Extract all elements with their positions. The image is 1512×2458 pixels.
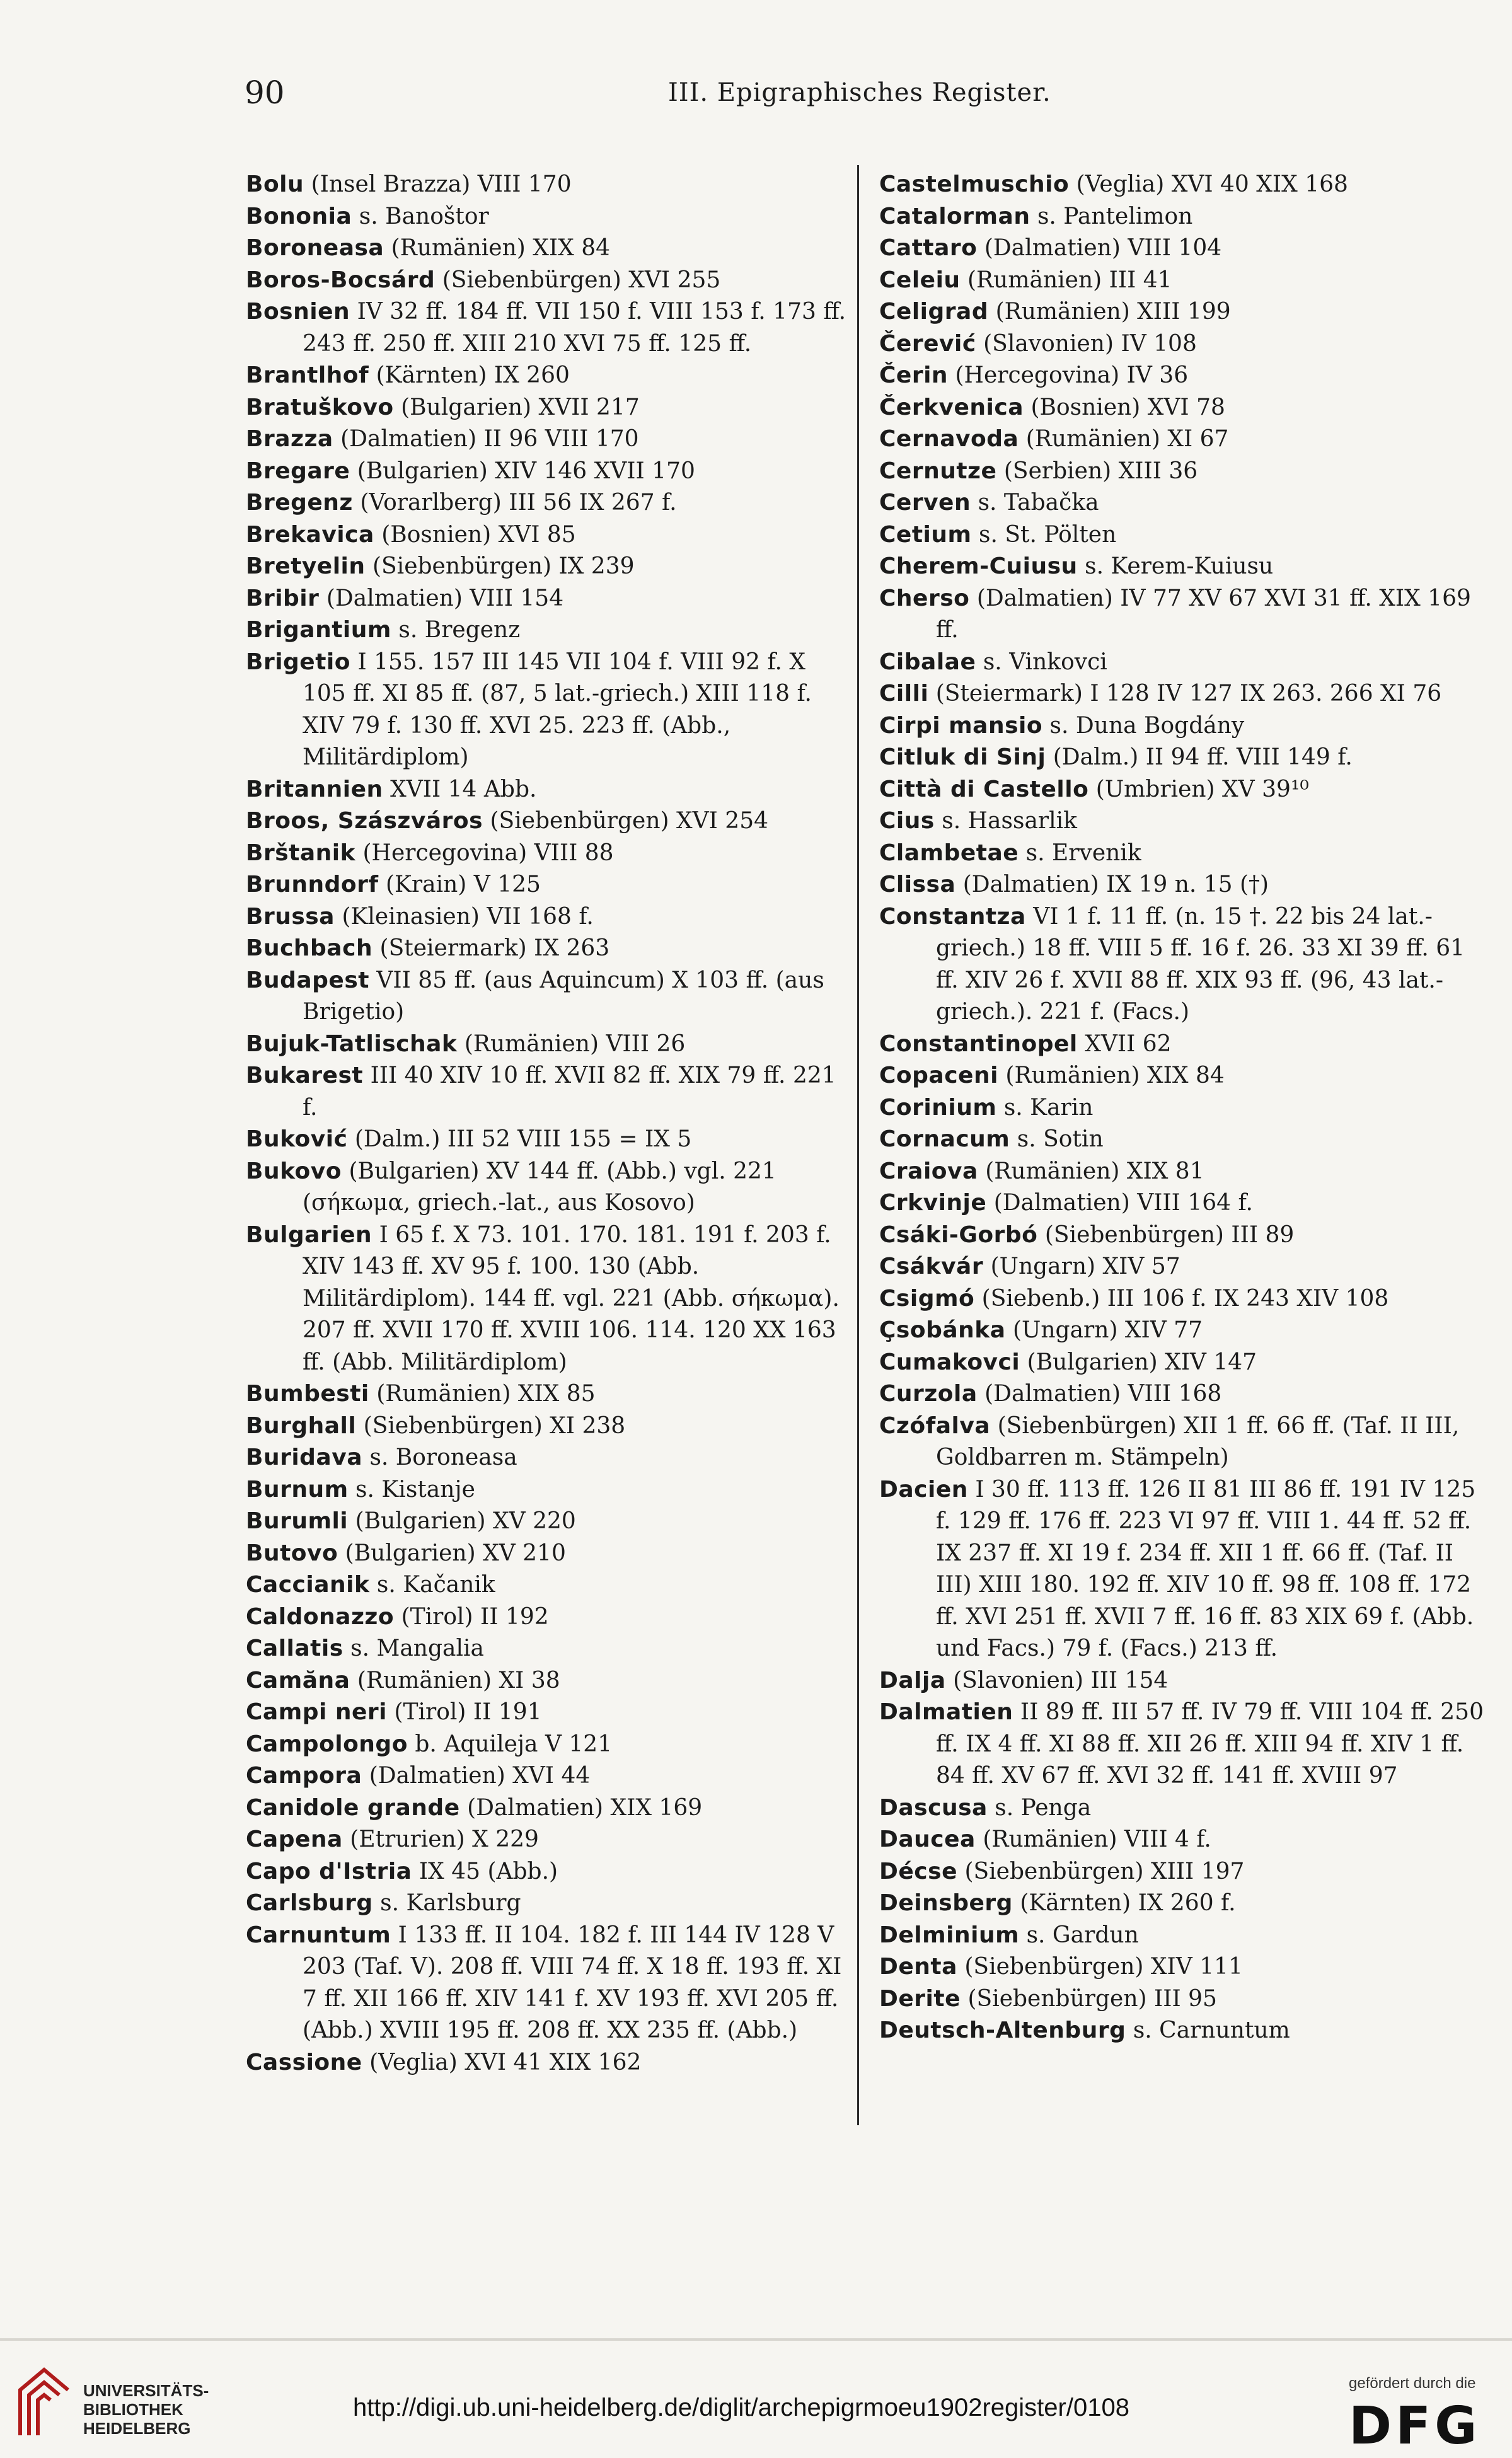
entry-headword: Brigetio	[246, 649, 350, 675]
entry-headword: Brantlhof	[246, 362, 369, 388]
register-entry	[246, 933, 851, 965]
entry-headword: Bratuškovo	[246, 394, 394, 420]
register-entry	[246, 869, 851, 901]
entry-references: (Siebenbürgen) IX 239	[372, 553, 635, 579]
entry-references: (Siebenbürgen) XIV 111	[964, 1954, 1243, 1980]
entry-headword: Crkvinje	[879, 1190, 987, 1216]
entry-headword: Capena	[246, 1826, 343, 1852]
entry-headword: Čerkvenica	[879, 394, 1024, 420]
library-name	[83, 2381, 209, 2438]
register-entry	[879, 328, 1484, 361]
entry-headword: Corinium	[879, 1094, 997, 1121]
entry-references: (Dalmatien) IV 77 XV 67 XVI 31 ff. XIX 169 ff.	[936, 585, 1471, 643]
register-entry	[246, 1220, 851, 1379]
entry-headword: Cernutze	[879, 458, 997, 484]
register-entry	[246, 424, 851, 456]
entry-headword: Budapest	[246, 967, 369, 993]
entry-references: (Bulgarien) XIV 147	[1027, 1349, 1257, 1375]
entry-headword: Bujuk-Tatlischak	[246, 1030, 458, 1057]
permalink-url[interactable]: http://digi.ub.uni-heidelberg.de/diglit/archepigrmoeu1902register/0108	[353, 2394, 1129, 2421]
entry-headword: Catalorman	[879, 203, 1030, 229]
entry-headword: Campi neri	[246, 1699, 388, 1725]
entry-headword: Clissa	[879, 872, 956, 897]
entry-headword: Brštanik	[246, 840, 356, 866]
entry-references: s. Kistanje	[355, 1476, 475, 1503]
entry-references: s. Sotin	[1017, 1126, 1104, 1152]
entry-references: (Slavonien) III 154	[953, 1667, 1169, 1693]
entry-references: (Dalmatien) II 96 VIII 170	[340, 426, 639, 452]
register-entry	[879, 2015, 1484, 2047]
entry-headword: Brunndorf	[246, 872, 379, 897]
register-entry	[879, 1187, 1484, 1220]
entry-references: (Rumänien) XI 38	[357, 1667, 560, 1693]
register-entry	[879, 1951, 1484, 1983]
register-entry	[879, 901, 1484, 1029]
entry-headword: Campolongo	[246, 1731, 408, 1757]
entry-headword: Brazza	[246, 426, 333, 452]
entry-references: s. Kerem-Kuiusu	[1085, 553, 1274, 579]
register-entry	[879, 519, 1484, 551]
register-entry	[246, 1442, 851, 1474]
register-entry	[879, 838, 1484, 870]
entry-references: (Dalmatien) VIII 154	[326, 585, 564, 611]
register-entry	[246, 583, 851, 615]
entry-references: (Kleinasien) VII 168 f.	[342, 903, 594, 930]
entry-references: (Hercegovina) VIII 88	[362, 840, 614, 866]
register-entry	[246, 805, 851, 838]
register-entry	[879, 1665, 1484, 1697]
entry-references: (Bulgarien) XVII 217	[401, 394, 640, 420]
register-entry	[246, 1060, 851, 1124]
register-entry	[246, 1888, 851, 1920]
register-entry	[246, 1824, 851, 1856]
entry-headword: Cornacum	[879, 1126, 1010, 1152]
register-entry	[246, 1792, 851, 1825]
entry-headword: Burnum	[246, 1476, 349, 1503]
entry-headword: Csákvár	[879, 1254, 984, 1279]
register-entry	[246, 487, 851, 519]
entry-references: (Dalmatien) XIX 169	[467, 1794, 703, 1821]
entry-references: XVII 62	[1085, 1030, 1172, 1057]
entry-references: s. Boroneasa	[369, 1445, 517, 1470]
register-entry	[879, 1411, 1484, 1474]
register-entry	[879, 1092, 1484, 1124]
entry-headword: Cattaro	[879, 235, 978, 261]
register-entry	[879, 1983, 1484, 2016]
entry-references: (Siebenb.) III 106 f. IX 243 XIV 108	[981, 1285, 1389, 1312]
register-entry	[246, 519, 851, 551]
register-entry	[879, 1474, 1484, 1665]
entry-headword: Bregenz	[246, 490, 353, 516]
register-entry	[246, 233, 851, 265]
entry-headword: Constantinopel	[879, 1030, 1078, 1057]
entry-references: (Rumänien) VIII 4 f.	[983, 1826, 1211, 1852]
entry-headword: Cirpi mansio	[879, 712, 1043, 739]
entry-headword: Cherso	[879, 585, 970, 611]
entry-headword: Castelmuschio	[879, 171, 1070, 197]
entry-headword: Caldonazzo	[246, 1603, 395, 1630]
register-entry	[879, 456, 1484, 488]
entry-references: (Dalmatien) VIII 164 f.	[993, 1190, 1253, 1216]
entry-references: s. Tabačka	[978, 490, 1099, 516]
entry-headword: Çsobánka	[879, 1317, 1006, 1343]
entry-headword: Carlsburg	[246, 1890, 373, 1916]
entry-references: (Siebenbürgen) III 89	[1044, 1221, 1295, 1248]
column-divider	[857, 165, 859, 2125]
entry-headword: Čerević	[879, 330, 976, 357]
register-entry	[246, 1569, 851, 1601]
entry-references: IX 45 (Abb.)	[418, 1858, 558, 1884]
register-entry	[246, 392, 851, 424]
register-column-left	[246, 169, 851, 2079]
entry-references: (Ungarn) XIV 57	[990, 1254, 1180, 1279]
entry-headword: Camăna	[246, 1667, 350, 1693]
entry-references: s. Karin	[1003, 1094, 1094, 1121]
library-name-line: BIBLIOTHEK	[83, 2400, 183, 2419]
entry-references: (Bulgarien) XIV 146 XVII 170	[357, 458, 695, 484]
entry-headword: Bukarest	[246, 1063, 364, 1088]
entry-headword: Callatis	[246, 1636, 343, 1661]
entry-headword: Csigmó	[879, 1285, 975, 1312]
entry-headword: Curzola	[879, 1381, 978, 1407]
entry-headword: Burghall	[246, 1412, 357, 1439]
entry-references: s. Karlsburg	[380, 1890, 521, 1916]
entry-headword: Craiova	[879, 1158, 978, 1184]
entry-headword: Csáki-Gorbó	[879, 1221, 1038, 1248]
entry-references: (Steiermark) IX 263	[379, 935, 610, 961]
register-entry	[246, 1506, 851, 1538]
register-entry	[879, 169, 1484, 201]
entry-headword: Cibalae	[879, 649, 976, 675]
register-entry	[879, 583, 1484, 647]
entry-headword: Bosnien	[246, 299, 350, 325]
footer-rule	[0, 2338, 1512, 2341]
register-entry	[246, 1729, 851, 1761]
entry-references: s. Vinkovci	[983, 649, 1107, 675]
entry-headword: Denta	[879, 1954, 957, 1980]
entry-headword: Deinsberg	[879, 1890, 1013, 1916]
register-entry	[879, 1920, 1484, 1952]
register-entry	[246, 1029, 851, 1061]
entry-headword: Boroneasa	[246, 235, 384, 261]
entry-headword: Carnuntum	[246, 1922, 391, 1948]
register-entry	[246, 1856, 851, 1888]
entry-headword: Cumakovci	[879, 1349, 1020, 1375]
entry-headword: Bukovo	[246, 1158, 342, 1184]
entry-headword: Celigrad	[879, 299, 989, 325]
entry-references: (Serbien) XIII 36	[1003, 458, 1198, 484]
entry-references: (Veglia) XVI 41 XIX 162	[369, 2049, 642, 2075]
entry-references: IV 32 ff. 184 ff. VII 150 f. VIII 153 f. 173 ff. 243 ff. 250 ff. XIII 210 XVI 75 ff. 125 ff.	[303, 299, 846, 357]
register-entry	[879, 551, 1484, 583]
register-entry	[246, 774, 851, 806]
entry-references: s. Mangalia	[350, 1636, 484, 1661]
entry-headword: Cherem-Cuiusu	[879, 553, 1078, 579]
entry-headword: Deutsch-Altenburg	[879, 2017, 1126, 2043]
register-entry	[879, 1283, 1484, 1315]
entry-references: s. St. Pölten	[978, 521, 1117, 548]
entry-references: (Dalmatien) VIII 104	[984, 235, 1222, 261]
entry-headword: Buchbach	[246, 935, 373, 961]
entry-headword: Clambetae	[879, 840, 1019, 866]
register-entry	[879, 1220, 1484, 1252]
register-entry	[879, 1347, 1484, 1379]
entry-references: (Bulgarien) XV 144 ff. (Abb.) vgl. 221 (σήκωμα, griech.-lat., aus Kosovo)	[303, 1158, 776, 1216]
running-title: III. Epigraphisches Register.	[668, 78, 1051, 107]
entry-headword: Dalja	[879, 1667, 946, 1693]
entry-headword: Dalmatien	[879, 1699, 1013, 1725]
entry-references: s. Penga	[995, 1794, 1092, 1821]
register-entry	[879, 1156, 1484, 1188]
register-entry	[879, 805, 1484, 838]
register-column-right	[879, 169, 1484, 2047]
page-number: 90	[245, 74, 285, 111]
register-entry	[246, 201, 851, 233]
entry-references: s. Bregenz	[398, 617, 521, 643]
register-entry	[246, 614, 851, 647]
register-entry	[879, 1856, 1484, 1888]
entry-references: (Kärnten) IX 260	[376, 362, 570, 388]
entry-headword: Derite	[879, 1985, 961, 2012]
register-entry	[879, 869, 1484, 901]
entry-headword: Cassione	[246, 2049, 362, 2075]
register-entry	[879, 233, 1484, 265]
entry-headword: Cernavoda	[879, 426, 1019, 452]
entry-headword: Bumbesti	[246, 1381, 369, 1407]
entry-references: (Siebenbürgen) III 95	[967, 1985, 1217, 2012]
register-entry	[246, 1665, 851, 1697]
register-entry	[246, 965, 851, 1029]
entry-references: I 30 ff. 113 ff. 126 II 81 III 86 ff. 191 IV 125 f. 129 ff. 176 ff. 223 VI 97 ff. VIII 1. 44 ff. 52 ff. IX 237 ff. XI 19 f. 234 ff. XII 1 ff. 66 ff. (Taf. II III) XIII 180. 192 ff. XIV 10 ff. 98 ff. 108 ff. 172 ff. XVI 251 ff. XVII 7 ff. 16 ff. 83 XIX 69 f. (Abb. und Facs.) 79 f. (Facs.) 213 ff.	[936, 1476, 1476, 1661]
entry-headword: Cius	[879, 808, 935, 834]
register-entry	[246, 647, 851, 774]
entry-headword: Britannien	[246, 776, 383, 802]
entry-references: I 65 f. X 73. 101. 170. 181. 191 f. 203 f. XIV 143 ff. XV 95 f. 100. 130 (Abb. Militärdiplom). 144 ff. vgl. 221 (Abb. σήκωμα). 207 ff. XVII 170 ff. XVIII 106. 114. 120 XX 163 ff. (Abb. Militärdiplom)	[303, 1221, 840, 1375]
entry-references: s. Pantelimon	[1037, 203, 1193, 229]
register-entry	[246, 551, 851, 583]
entry-headword: Broos, Szászváros	[246, 808, 483, 834]
entry-headword: Campora	[246, 1763, 362, 1789]
entry-references: (Tirol) II 191	[394, 1699, 542, 1725]
entry-headword: Cilli	[879, 681, 929, 707]
register-entry	[879, 424, 1484, 456]
entry-references: II 89 ff. III 57 ff. IV 79 ff. VIII 104 ff. 250 ff. IX 4 ff. XI 88 ff. XII 26 ff. XIII 94 ff. XIV 1 ff. 84 ff. XV 67 ff. XVI 32 ff. 141 ff. XVIII 97	[936, 1699, 1484, 1789]
register-entry	[246, 901, 851, 933]
entry-headword: Caccianik	[246, 1572, 370, 1598]
entry-headword: Celeiu	[879, 267, 961, 293]
entry-headword: Buridava	[246, 1445, 362, 1470]
entry-references: (Rumänien) XIX 84	[1005, 1063, 1225, 1088]
register-entry	[246, 1411, 851, 1443]
entry-references: s. Hassarlik	[942, 808, 1077, 834]
entry-headword: Brigantium	[246, 617, 391, 643]
entry-references: (Etrurien) X 229	[350, 1826, 539, 1852]
register-entry	[246, 838, 851, 870]
entry-headword: Cerven	[879, 490, 971, 516]
register-entry	[246, 360, 851, 392]
entry-references: (Rumänien) XIII 199	[995, 299, 1231, 325]
entry-headword: Bolu	[246, 171, 304, 197]
register-entry	[879, 296, 1484, 328]
library-name-line: UNIVERSITÄTS-	[83, 2381, 209, 2400]
register-entry	[879, 1888, 1484, 1920]
entry-headword: Bulgarien	[246, 1221, 372, 1248]
entry-references: (Insel Brazza) VIII 170	[311, 171, 572, 197]
register-entry	[879, 1824, 1484, 1856]
entry-references: (Siebenbürgen) XVI 254	[490, 808, 769, 834]
entry-references: s. Carnuntum	[1133, 2017, 1290, 2043]
register-entry	[246, 1920, 851, 2047]
entry-headword: Brekavica	[246, 521, 374, 548]
register-entry	[879, 201, 1484, 233]
library-name-line: HEIDELBERG	[83, 2419, 191, 2438]
digitization-footer	[0, 2338, 1512, 2458]
register-entry	[879, 1029, 1484, 1061]
register-entry	[246, 2047, 851, 2079]
register-entry	[879, 1315, 1484, 1347]
dfg-logo: DFG	[1349, 2396, 1481, 2456]
entry-headword: Copaceni	[879, 1063, 998, 1088]
entry-headword: Constantza	[879, 903, 1026, 930]
entry-references: (Bulgarien) XV 220	[355, 1508, 576, 1534]
funding-note: gefördert durch die	[1349, 2375, 1476, 2392]
entry-references: (Rumänien) VIII 26	[464, 1030, 686, 1057]
entry-headword: Čerin	[879, 362, 949, 388]
entry-references: s. Duna Bogdány	[1049, 712, 1245, 739]
entry-references: (Ungarn) XIV 77	[1012, 1317, 1203, 1343]
entry-references: (Siebenbürgen) XVI 255	[442, 267, 721, 293]
entry-references: (Tirol) II 192	[401, 1603, 549, 1630]
register-entry	[879, 1124, 1484, 1156]
entry-references: (Umbrien) XV 39¹⁰	[1095, 776, 1309, 802]
entry-references: s. Gardun	[1026, 1922, 1139, 1948]
entry-references: s. Banoštor	[359, 203, 489, 229]
entry-headword: Bononia	[246, 203, 352, 229]
entry-references: (Dalm.) III 52 VIII 155 = IX 5	[354, 1126, 692, 1152]
entry-headword: Capo d'Istria	[246, 1858, 412, 1884]
entry-references: (Bosnien) XVI 85	[381, 521, 576, 548]
entry-references: (Rumänien) XIX 84	[391, 235, 611, 261]
entry-references: (Slavonien) IV 108	[983, 330, 1197, 357]
register-entry	[879, 1378, 1484, 1411]
entry-references: (Dalmatien) VIII 168	[984, 1381, 1222, 1407]
entry-references: (Dalmatien) XVI 44	[369, 1763, 591, 1789]
entry-references: (Rumänien) III 41	[967, 267, 1172, 293]
entry-headword: Bregare	[246, 458, 350, 484]
register-entry	[879, 1792, 1484, 1825]
entry-references: (Dalm.) II 94 ff. VIII 149 f.	[1053, 744, 1353, 770]
register-entry	[246, 1124, 851, 1156]
entry-headword: Delminium	[879, 1922, 1020, 1948]
entry-headword: Dacien	[879, 1476, 968, 1503]
register-entry	[246, 1156, 851, 1220]
entry-headword: Bribir	[246, 585, 320, 611]
register-entry	[879, 392, 1484, 424]
entry-headword: Czófalva	[879, 1412, 991, 1439]
register-entry	[246, 265, 851, 297]
register-entry	[879, 774, 1484, 806]
entry-references: (Dalmatien) IX 19 n. 15 (†)	[962, 872, 1269, 897]
register-entry	[246, 296, 851, 360]
register-entry	[879, 1697, 1484, 1792]
entry-headword: Citluk di Sinj	[879, 744, 1046, 770]
register-entry	[246, 1760, 851, 1792]
entry-references: (Krain) V 125	[385, 872, 541, 897]
register-entry	[246, 1538, 851, 1570]
entry-references: (Bosnien) XVI 78	[1030, 394, 1225, 420]
register-entry	[246, 1474, 851, 1506]
entry-references: VI 1 f. 11 ff. (n. 15 †. 22 bis 24 lat.-griech.) 18 ff. VIII 5 ff. 16 f. 26. 33 XI 39 ff. 61 ff. XIV 26 f. XVII 88 ff. XIX 93 ff. (96, 43 lat.-griech.). 221 f. (Facs.)	[936, 903, 1465, 1025]
entry-references: s. Kačanik	[376, 1572, 495, 1598]
entry-headword: Daucea	[879, 1826, 976, 1852]
entry-headword: Boros-Bocsárd	[246, 267, 436, 293]
entry-headword: Burumli	[246, 1508, 349, 1534]
entry-references: (Kärnten) IX 260 f.	[1020, 1890, 1236, 1916]
entry-references: (Siebenbürgen) XI 238	[363, 1412, 626, 1439]
entry-references: VII 85 ff. (aus Aquincum) X 103 ff. (aus Brigetio)	[303, 967, 824, 1025]
entry-references: (Hercegovina) IV 36	[955, 362, 1189, 388]
register-entry	[246, 1378, 851, 1411]
entry-headword: Città di Castello	[879, 776, 1089, 802]
entry-references: III 40 XIV 10 ff. XVII 82 ff. XIX 79 ff. 221 f.	[303, 1063, 836, 1121]
register-entry	[879, 678, 1484, 710]
entry-references: (Siebenbürgen) XII 1 ff. 66 ff. (Taf. II III, Goldbarren m. Stämpeln)	[936, 1412, 1460, 1470]
entry-headword: Cetium	[879, 521, 972, 548]
library-logo-icon	[14, 2365, 74, 2440]
entry-headword: Brussa	[246, 903, 335, 930]
entry-references: XVII 14 Abb.	[390, 776, 537, 802]
register-entry	[879, 265, 1484, 297]
register-entry	[879, 1060, 1484, 1092]
register-entry	[246, 1601, 851, 1634]
entry-references: (Bulgarien) XV 210	[345, 1540, 566, 1566]
entry-references: (Veglia) XVI 40 XIX 168	[1076, 171, 1348, 197]
entry-references: I 133 ff. II 104. 182 f. III 144 IV 128 V 203 (Taf. V). 208 ff. VIII 74 ff. X 18 ff. 193 ff. XI 7 ff. XII 166 ff. XIV 141 f. XV 193 ff. XVI 205 ff. (Abb.) XVIII 195 ff. 208 ff. XX 235 ff. (Abb.)	[303, 1922, 842, 2043]
register-entry	[879, 360, 1484, 392]
entry-references: (Rumänien) XIX 85	[376, 1381, 596, 1407]
register-entry	[879, 647, 1484, 679]
entry-references: (Rumänien) XIX 81	[985, 1158, 1204, 1184]
entry-headword: Bretyelin	[246, 553, 366, 579]
register-entry	[879, 1251, 1484, 1283]
entry-references: (Rumänien) XI 67	[1025, 426, 1229, 452]
register-entry	[246, 169, 851, 201]
entry-references: b. Aquileja V 121	[415, 1731, 613, 1757]
entry-references: I 155. 157 III 145 VII 104 f. VIII 92 f. X 105 ff. XI 85 ff. (87, 5 lat.-griech.) XIII 118 f. XIV 79 f. 130 ff. XVI 25. 223 ff. (Abb., Militärdiplom)	[303, 649, 812, 770]
register-entry	[246, 1633, 851, 1665]
register-entry	[879, 487, 1484, 519]
entry-headword: Buković	[246, 1126, 348, 1152]
entry-headword: Canidole grande	[246, 1794, 460, 1821]
register-entry	[246, 1697, 851, 1729]
entry-references: (Steiermark) I 128 IV 127 IX 263. 266 XI 76	[935, 681, 1442, 707]
entry-references: (Vorarlberg) III 56 IX 267 f.	[360, 490, 677, 516]
page-header	[0, 74, 1512, 131]
entry-references: s. Ervenik	[1025, 840, 1141, 866]
entry-headword: Décse	[879, 1858, 957, 1884]
entry-references: (Siebenbürgen) XIII 197	[964, 1858, 1245, 1884]
entry-headword: Dascusa	[879, 1794, 988, 1821]
register-entry	[879, 742, 1484, 774]
register-entry	[246, 456, 851, 488]
register-entry	[879, 710, 1484, 742]
entry-headword: Butovo	[246, 1540, 338, 1566]
